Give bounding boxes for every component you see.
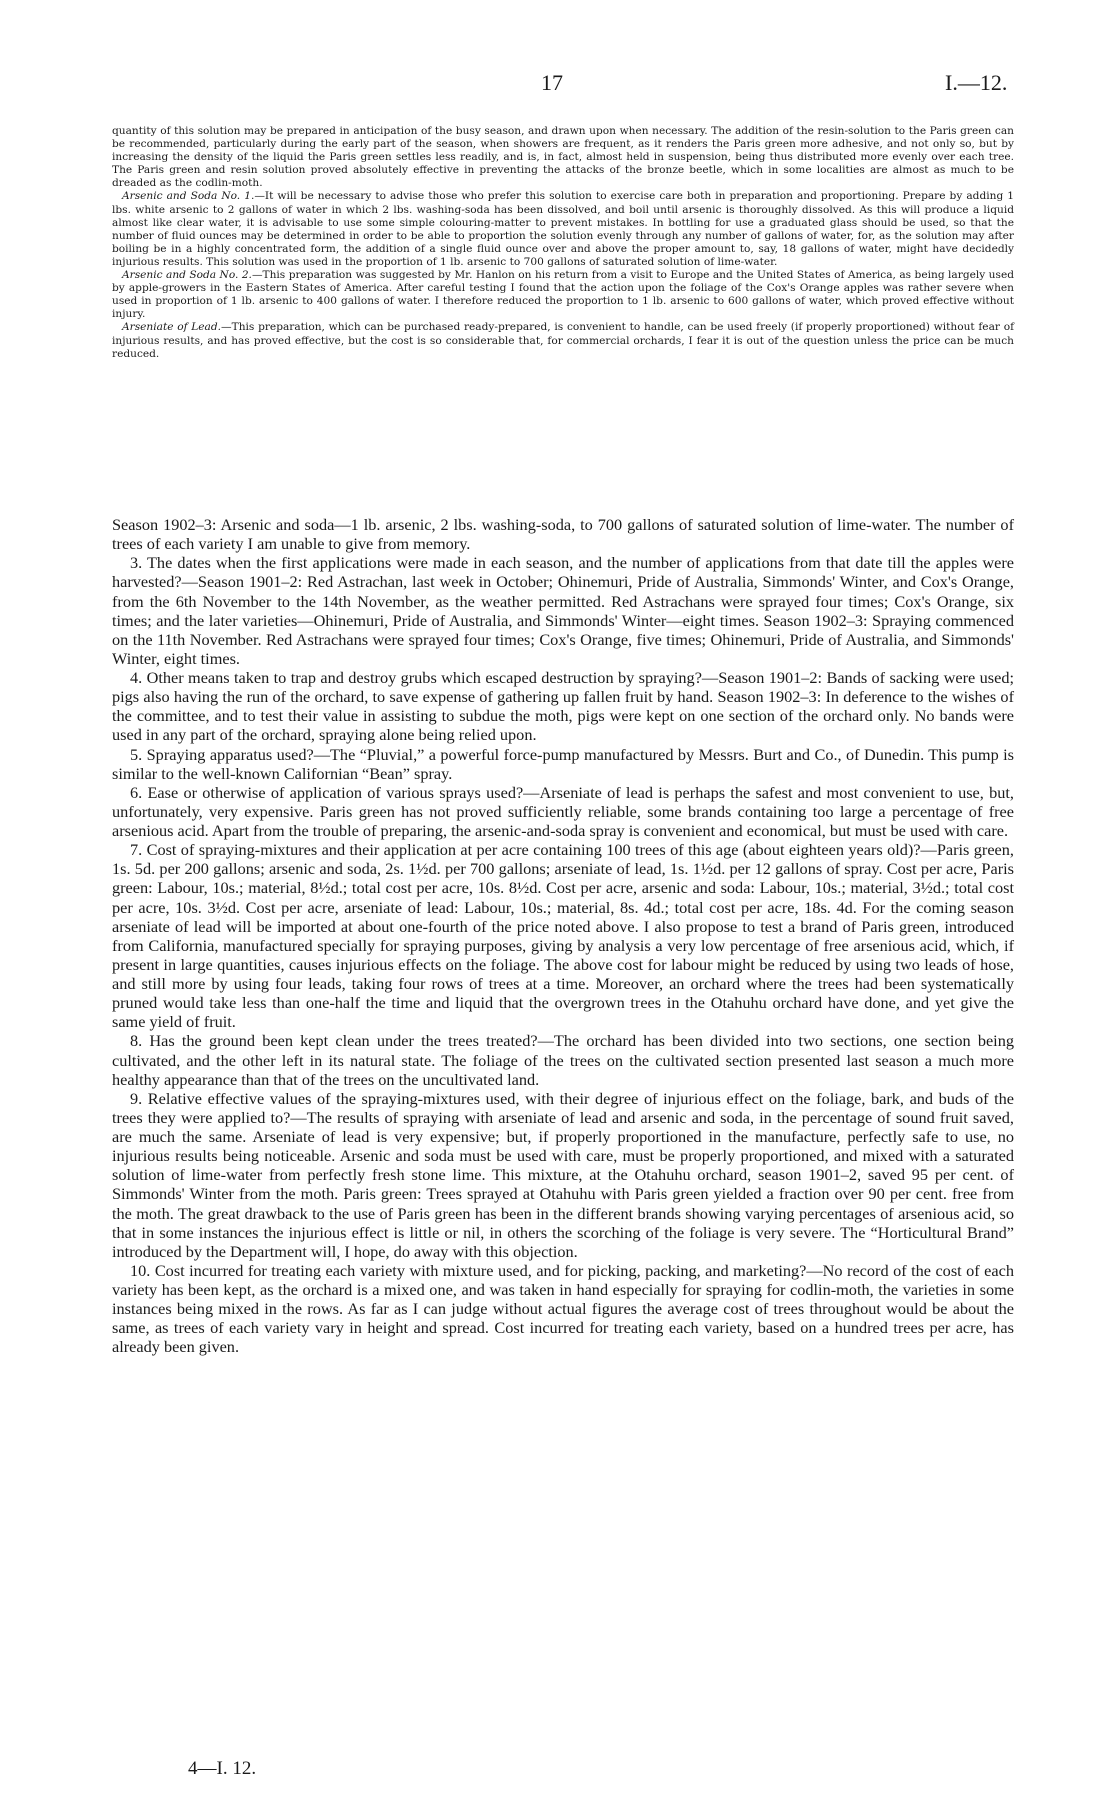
main-text-section (112, 515, 1014, 1357)
paragraph-question-6: 6. Ease or otherwise of application of various sprays used?—Arseniate of lead is perhaps the safest and most convenient to use, but, unfortunately, very expensive. Paris green has not proved sufficiently reliable, some brands containing too large a percentage of free arsenious acid. Apart from the trouble of preparing, the arsenic-and-soda spray is convenient and economical, but must be used with care. (112, 782, 1014, 840)
paragraph-arsenic-soda-2 (112, 269, 1014, 321)
paragraph-body: —It will be necessary to advise those who prefer this solution to exercise care both in preparation and proportioning. Prepare by adding 1 lbs. white arsenic to 2 gallons of water in which 2 lbs. washing-soda has been dissolved, and boil until arsenic is thoroughly dissolved. As this will produce a liquid almost like clear water, it is advisable to use some simple colouring-matter to prevent mistakes. In bottling for use a graduated glass should be used, so that the number of fluid ounces may be determined in order to be able to proportion the solution evenly through any number of gallons of water, for, as the solution may after boiling be in a highly concentrated form, the addition of a single fluid ounce over and above the proper amount to, say, 18 gallons of water, might have decidedly injurious results. This solution was used in the proportion of 1 lb. arsenic to 700 gallons of saturated solution of lime-water. (112, 190, 1015, 268)
paragraph-question-3: 3. The dates when the first applications were made in each season, and the number of applications from that date till the apples were harvested?—Season 1901–2: Red Astrachan, last week in October; Ohinemuri, Pride of Australia, Simmonds' Winter, and Cox's Orange, from the 6th November to the 14th November, as the weather permitted. Red Astrachans were sprayed four times; Cox's Orange, six times; and the later varieties—Ohinemuri, Pride of Australia, and Simmonds' Winter—eight times. Season 1902–3: Spraying commenced on the 11th November. Red Astrachans were sprayed four times; Cox's Orange, five times; Ohinemuri, Pride of Australia, and Simmonds' Winter, eight times. (112, 553, 1014, 668)
paragraph-question-8: 8. Has the ground been kept clean under the trees treated?—The orchard has been divided into two sections, one section being cultivated, and the other left in its natural state. The foliage of the trees on the cultivated section presented last season a much more healthy appearance than that of the trees on the uncultivated land. (112, 1031, 1014, 1089)
paragraph-title: Arseniate of Lead. (122, 321, 222, 334)
paragraph-resin-solution: quantity of this solution may be prepared in anticipation of the busy season, and drawn upon when necessary. The addition of the resin-solution to the Paris green can be recommended, particularly during the early part of the season, when showers are frequent, as it renders the Paris green more adhesive, and not only so, but by increasing the density of the liquid the Paris green settles less readily, and is, in fact, almost held in suspension, being thus distributed more evenly over each tree. The Paris green and resin solution proved absolutely effective in preventing the attacks of the bronze beetle, which in some localities are almost as much to be dreaded as the codlin-moth. (112, 125, 1014, 190)
small-type-section (112, 125, 1014, 361)
paragraph-body: —This preparation was suggested by Mr. Hanlon on his return from a visit to Europe and the United States of America, as being largely used by apple-growers in the Eastern States of America. After careful testing I found that the action upon the foliage of the Cox's Orange apples was rather severe when used in proportion of 1 lb. arsenic to 400 gallons of water. I therefore reduced the proportion to 1 lb. arsenic to 600 gallons of water, which proved effective without injury. (112, 269, 1014, 321)
paragraph-question-5: 5. Spraying apparatus used?—The “Pluvial,” a powerful force-pump manufactured by Messrs. Burt and Co., of Dunedin. This pump is similar to the well-known Californian “Bean” spray. (112, 744, 1014, 783)
paragraph-body: —This preparation, which can be purchased ready-prepared, is convenient to handle, can be used freely (if properly proportioned) without fear of injurious results, and has proved effective, but the cost is so considerable that, for commercial orchards, I fear it is out of the question unless the price can be much reduced. (112, 321, 1014, 360)
page-number: 17 (541, 70, 563, 95)
paragraph-title: Arsenic and Soda No. 1. (122, 190, 255, 203)
paragraph-season-1902-3: Season 1902–3: Arsenic and soda—1 lb. arsenic, 2 lbs. washing-soda, to 700 gallons of saturated solution of lime-water. The number of trees of each variety I am unable to give from memory. (112, 515, 1014, 554)
paragraph-arseniate-lead (112, 321, 1014, 360)
page-header (0, 70, 1114, 100)
paragraph-question-9: 9. Relative effective values of the spraying-mixtures used, with their degree of injurious effect on the foliage, bark, and buds of the trees they were applied to?—The results of spraying with arseniate of lead and arsenic and soda, in the percentage of sound fruit saved, are much the same. Arseniate of lead is very expensive; but, if properly proportioned in the manufacture, perfectly safe to use, no injurious results being noticeable. Arsenic and soda must be used with care, must be properly proportioned, and mixed with a saturated solution of lime-water from perfectly fresh stone lime. This mixture, at the Otahuhu orchard, season 1901–2, saved 95 per cent. of Simmonds' Winter from the moth. Paris green: Trees sprayed at Otahuhu with Paris green yielded a fraction over 90 per cent. free from the moth. The great drawback to the use of Paris green has been in the different brands showing varying percentages of arsenious acid, so that in some instances the injurious effect is little or nil, in others the scorching of the foliage is very severe. The “Horticultural Brand” introduced by the Department will, I hope, do away with this objection. (112, 1088, 1014, 1261)
paragraph-question-4: 4. Other means taken to trap and destroy grubs which escaped destruction by spraying?—Season 1901–2: Bands of sacking were used; pigs also having the run of the orchard, to save expense of gathering up fallen fruit by hand. Season 1902–3: In deference to the wishes of the committee, and to test their value in assisting to subdue the moth, pigs were kept on one section of the orchard only. No bands were used in any part of the orchard, spraying alone being relied upon. (112, 668, 1014, 745)
document-reference: I.—12. (945, 70, 1008, 95)
paragraph-arsenic-soda-1 (112, 190, 1014, 269)
paragraph-question-7: 7. Cost of spraying-mixtures and their application at per acre containing 100 trees of this age (about eighteen years old)?—Paris green, 1s. 5d. per 200 gallons; arsenic and soda, 2s. 1½d. per 700 gallons; arseniate of lead, 1s. 1½d. per 12 gallons of spray. Cost per acre, Paris green: Labour, 10s.; material, 8½d.; total cost per acre, 10s. 8½d. Cost per acre, arsenic and soda: Labour, 10s.; material, 3½d.; total cost per acre, 10s. 3½d. Cost per acre, arseniate of lead: Labour, 10s.; material, 8s. 4d.; total cost per acre, 18s. 4d. For the coming season arseniate of lead will be imported at about one-fourth of the price noted above. I also propose to test a brand of Paris green, introduced from California, manufactured specially for spraying purposes, giving by analysis a very low percentage of free arsenious acid, which, if present in large quantities, causes injurious effects on the foliage. The above cost for labour might be reduced by using two leads of hose, and still more by using four leads, taking four rows of trees at a time. Moreover, an orchard where the trees had been systematically pruned would take less than one-half the time and liquid that the overgrown trees in the Otahuhu orchard have done, and yet give the same yield of fruit. (112, 840, 1014, 1032)
page-footer-signature: 4—I. 12. (188, 1758, 257, 1779)
paragraph-question-10: 10. Cost incurred for treating each variety with mixture used, and for picking, packing, and marketing?—No record of the cost of each variety has been kept, as the orchard is a mixed one, and was taken in hand especially for spraying for codlin-moth, the varieties in some instances being mixed in the rows. As far as I can judge without actual figures the average cost of trees throughout would be about the same, as trees of each variety vary in height and spread. Cost incurred for treating each variety, based on a hundred trees per acre, has already been given. (112, 1260, 1014, 1357)
paragraph-title: Arsenic and Soda No. 2. (122, 269, 252, 282)
